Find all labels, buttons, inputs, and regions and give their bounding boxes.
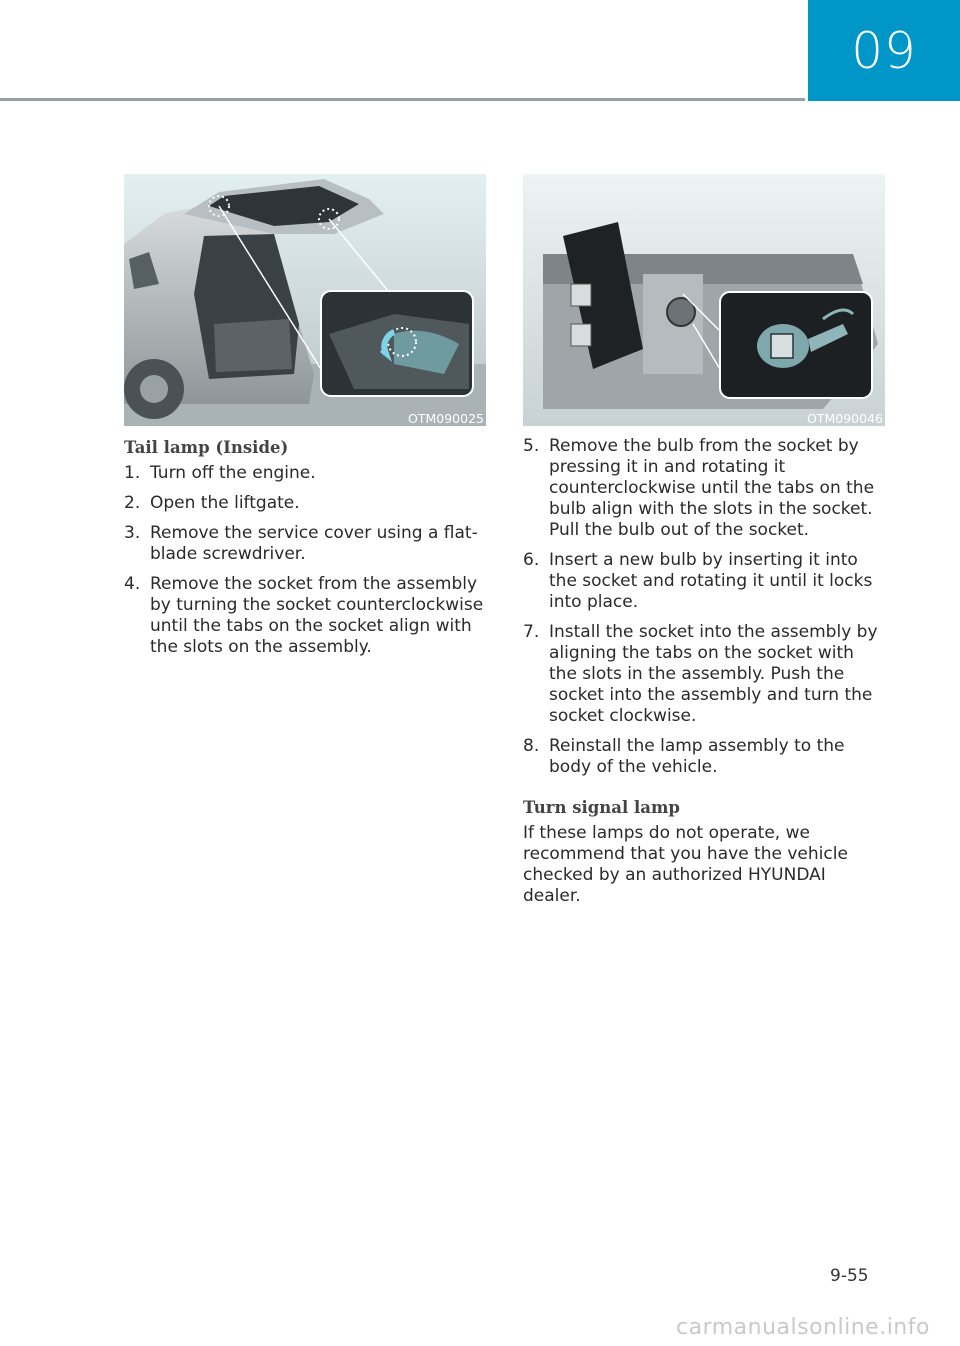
turn-signal-paragraph: If these lamps do not operate, we recommend that you have the vehicle checked by an authorized HYUNDAI dealer.: [523, 823, 848, 906]
lamp-assembly-illustration: [523, 174, 885, 426]
section-title-turn-signal: Turn signal lamp: [523, 798, 680, 817]
figure-code: OTM090046: [807, 411, 883, 426]
liftgate-illustration: [124, 174, 486, 426]
page-number: 9-55: [830, 1266, 869, 1286]
lamp-assembly-figure: [523, 174, 885, 426]
liftgate-figure: [124, 174, 486, 426]
left-column: [124, 174, 486, 667]
list-item: 3. Remove the service cover using a flat-blade screwdriver.: [124, 523, 478, 564]
list-item: 1. Turn off the engine.: [124, 463, 316, 483]
watermark: carmanualsonline.info: [676, 1315, 930, 1340]
list-item: 2. Open the liftgate.: [124, 493, 300, 513]
right-steps-list: [523, 436, 885, 778]
header-rule: [0, 98, 805, 101]
chapter-tab: [808, 0, 960, 101]
chapter-number: 09: [851, 21, 917, 80]
list-item: 7. Install the socket into the assembly by aligning the tabs on the socket with the slots in the assembly. Push the socket into the assembly and turn the socket clockwise.: [523, 622, 878, 726]
list-item: 5. Remove the bulb from the socket by pressing it in and rotating it counterclockwise until the tabs on the bulb align with the slots in the socket. Pull the bulb out of the socket.: [523, 436, 875, 540]
left-steps-list: [124, 463, 486, 658]
list-item: 8. Reinstall the lamp assembly to the body of the vehicle.: [523, 736, 845, 777]
list-item: 4. Remove the socket from the assembly by turning the socket counterclockwise until the tabs on the socket align with the slots on the assembly.: [124, 574, 484, 657]
section-title-tail-lamp: Tail lamp (Inside): [124, 438, 289, 457]
right-column: [523, 174, 885, 907]
figure-code: OTM090025: [408, 411, 484, 426]
list-item: 6. Insert a new bulb by inserting it into the socket and rotating it until it locks into place.: [523, 550, 873, 612]
